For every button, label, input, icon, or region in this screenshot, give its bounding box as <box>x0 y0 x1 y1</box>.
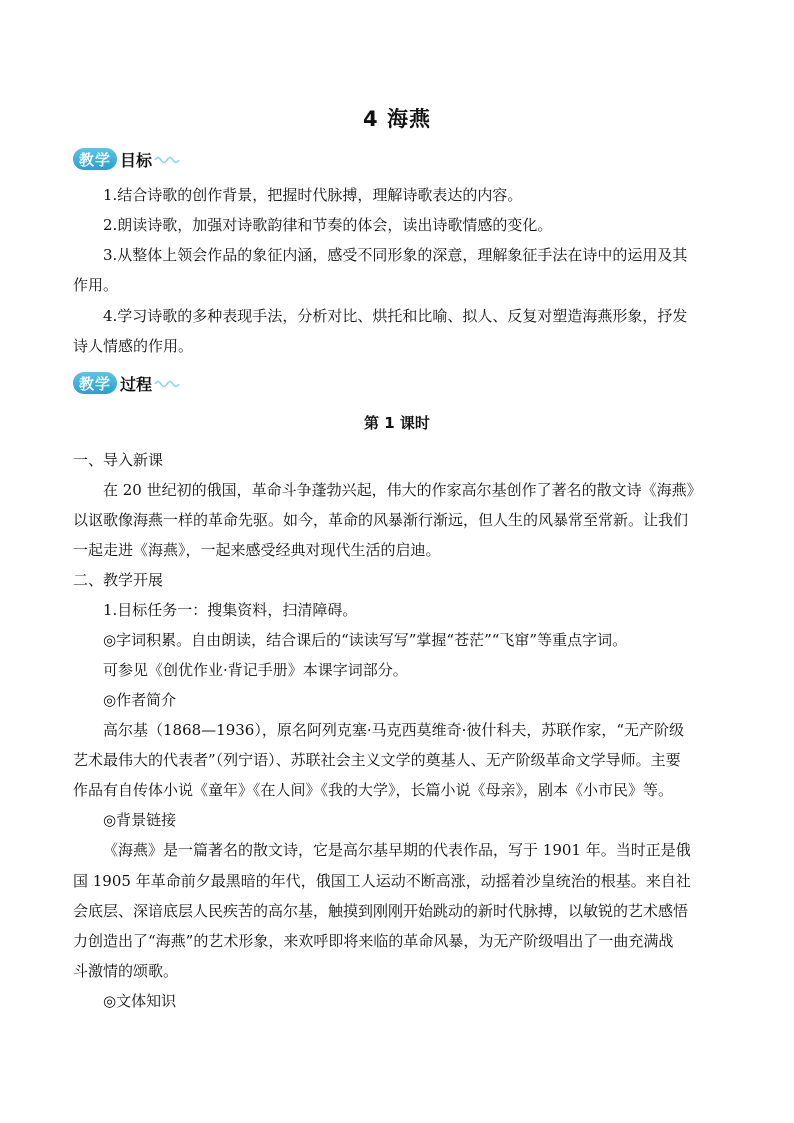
body-line: 力创造出了“海燕”的艺术形象，来欢呼即将来临的革命风暴，为无产阶级唱出了一曲充满战 <box>73 932 674 950</box>
body-line: 会底层、深谙底层人民疾苦的高尔基，触摸到刚刚开始跳动的新时代脉搏，以敏锐的艺术感悟 <box>73 902 689 920</box>
body-line: ◎字词积累。自由朗读，结合课后的“读读写写”掌握“苍茫”“飞窜”等重点字词。 <box>103 631 628 649</box>
body-line: ◎作者简介 <box>103 691 177 709</box>
body-line: 二、教学开展 <box>73 571 164 589</box>
section-heading-objectives <box>73 147 180 171</box>
section-heading-text: 过程 <box>120 374 153 394</box>
section-badge: 教学 <box>73 148 117 170</box>
wave-decoration-icon <box>154 378 180 388</box>
lesson-title: 第 1 课时 <box>364 414 430 432</box>
objective-line: 1.结合诗歌的创作背景，把握时代脉搏，理解诗歌表达的内容。 <box>103 186 523 204</box>
body-line: 艺术最伟大的代表者”（列宁语）、苏联社会主义文学的奠基人、无产阶级革命文学导师。主要 <box>73 751 681 769</box>
body-line: 1.目标任务一：搜集资料，扫清障碍。 <box>103 601 358 619</box>
body-line: 一、导入新课 <box>73 451 164 469</box>
section-badge: 教学 <box>73 372 117 394</box>
body-line: ◎文体知识 <box>103 992 177 1010</box>
section-heading-text: 目标 <box>120 150 153 170</box>
body-line: 在 20 世纪初的俄国，革命斗争蓬勃兴起，伟大的作家高尔基创作了著名的散文诗《海燕》 <box>103 481 702 499</box>
body-line: 《海燕》是一篇著名的散文诗，它是高尔基早期的代表作品，写于 1901 年。当时正是俄 <box>103 841 691 859</box>
body-line: 国 1905 年革命前夕最黑暗的年代，俄国工人运动不断高涨，动摇着沙皇统治的根基。来自社 <box>73 872 691 890</box>
objective-line: 作用。 <box>73 276 119 294</box>
objective-line: 诗人情感的作用。 <box>73 337 194 355</box>
section-heading-process <box>73 371 180 395</box>
body-line: 斗激情的颂歌。 <box>73 962 179 980</box>
wave-decoration-icon <box>154 154 180 164</box>
body-line: 高尔基（1868—1936），原名阿列克塞·马克西莫维奇·彼什科夫，苏联作家，“无产阶级 <box>103 721 685 739</box>
body-line: 作品有自传体小说《童年》《在人间》《我的大学》，长篇小说《母亲》，剧本《小市民》等。 <box>73 781 674 799</box>
body-line: 一起走进《海燕》，一起来感受经典对现代生活的启迪。 <box>73 541 441 559</box>
objective-line: 3.从整体上领会作品的象征内涵，感受不同形象的深意，理解象征手法在诗中的运用及其 <box>103 246 688 264</box>
document-title: 4 海燕 <box>363 107 431 131</box>
body-line: 可参见《创优作业·背记手册》本课字词部分。 <box>103 661 408 679</box>
body-line: ◎背景链接 <box>103 811 177 829</box>
body-line: 以讴歌像海燕一样的革命先驱。如今，革命的风暴渐行渐远，但人生的风暴常至常新。让我们 <box>73 511 689 529</box>
objective-line: 4.学习诗歌的多种表现手法，分析对比、烘托和比喻、拟人、反复对塑造海燕形象，抒发 <box>103 307 688 325</box>
objective-line: 2.朗读诗歌，加强对诗歌韵律和节奏的体会，读出诗歌情感的变化。 <box>103 216 553 234</box>
